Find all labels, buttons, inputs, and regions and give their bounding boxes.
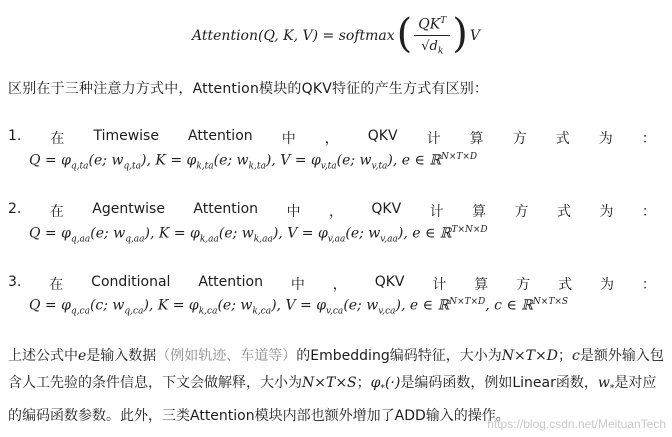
token: Timewise: [93, 128, 159, 144]
token: 为: [598, 131, 613, 147]
token: 为: [600, 277, 615, 293]
token: QKV: [367, 128, 398, 144]
intro-text: 区别在于三种注意力方式中，Attention模块的QKV特征的产生方式有区别：: [8, 81, 489, 97]
token: ：: [641, 204, 656, 220]
item-heading-3: [8, 274, 656, 294]
token: Conditional: [91, 274, 171, 290]
token: 3.: [8, 274, 22, 290]
formula-timewise: $Q = \varphi_{q,ta}(e$; $w_{q,ta}$), $K = \varphi_{k,ta}(e$; $w_{k,ta}$), $V = \varphi_{v,ta}(e$; $w_{v,ta}$), e ∈ ℝ$^{N\times T\times D}$: [29, 152, 478, 172]
token: Attention: [188, 128, 253, 144]
token: ：: [641, 131, 656, 147]
fraction: [414, 16, 450, 56]
token: QKV: [371, 201, 402, 217]
token: ：: [641, 277, 656, 293]
token: 方: [512, 131, 527, 147]
token: 2.: [8, 201, 22, 217]
fraction-numerator: $QK^T$: [414, 16, 450, 36]
token: 式: [555, 131, 570, 147]
token: Attention: [198, 274, 263, 290]
formula-lhs: Attention(Q, K, V) = softmax: [192, 28, 395, 44]
token: 算: [474, 277, 489, 293]
token: Attention: [193, 201, 259, 217]
token: 计: [429, 204, 444, 220]
formula-agentwise: $Q = \varphi_{q,aa}(e$; $w_{q,aa}$), $K = \varphi_{k,aa}(e$; $w_{k,aa}$), $V = \varphi_{v,aa}(e$; $w_{v,aa}$), e ∈ ℝ$^{T\times N\times D}$: [29, 225, 488, 245]
token: 在: [49, 204, 64, 220]
token: 式: [556, 204, 571, 220]
token: Agentwise: [92, 201, 165, 217]
token: ，: [328, 204, 343, 220]
token: 算: [472, 204, 487, 220]
token: 方: [516, 277, 531, 293]
token: ，: [332, 277, 347, 293]
token: 在: [50, 131, 65, 147]
token: 中: [290, 277, 305, 293]
token: 计: [432, 277, 447, 293]
token: QKV: [374, 274, 405, 290]
token: 为: [599, 204, 614, 220]
formula-rhs: V: [469, 28, 480, 44]
token: ，: [324, 131, 339, 147]
token: 中: [286, 204, 301, 220]
item-heading-1: [8, 128, 656, 148]
token: 算: [469, 131, 484, 147]
right-paren: ): [452, 11, 468, 57]
softmax-argument: [396, 11, 468, 57]
item-heading-2: [8, 201, 656, 221]
token: 在: [49, 277, 64, 293]
summary-paragraph: 上述公式中e是输入数据（例如轨迹、车道等）的Embedding编码特征，大小为N×T×D；c是额外输入包含人工先验的条件信息，下文会做解释，大小为N×T×S；$\varphi_*(\cdot)$是编码函数，例如Linear函数，$w_*$是对应的编码函数参数。此外，三类Attention模块内部也额外增加了ADD输入的操作。: [8, 348, 664, 424]
watermark: https://blog.csdn.net/MeituanTech: [487, 417, 666, 431]
token: 式: [558, 277, 573, 293]
token: 中: [281, 131, 296, 147]
token: 方: [514, 204, 529, 220]
token: 1.: [8, 128, 22, 144]
left-paren: (: [396, 11, 413, 57]
attention-formula: [0, 8, 672, 64]
fraction-denominator: $√d_k$: [421, 38, 444, 57]
token: 计: [426, 131, 441, 147]
formula-conditional: $Q = \varphi_{q,ca}(c$; $w_{q,ca}$), $K = \varphi_{k,ca}(e$; $w_{k,ca}$), $V = \varphi_{v,ca}(e$; $w_{v,ca}$), e ∈ ℝ$^{N\times T\times D}$, c ∈ ℝ$^{N\times T\times S}$: [29, 297, 569, 317]
